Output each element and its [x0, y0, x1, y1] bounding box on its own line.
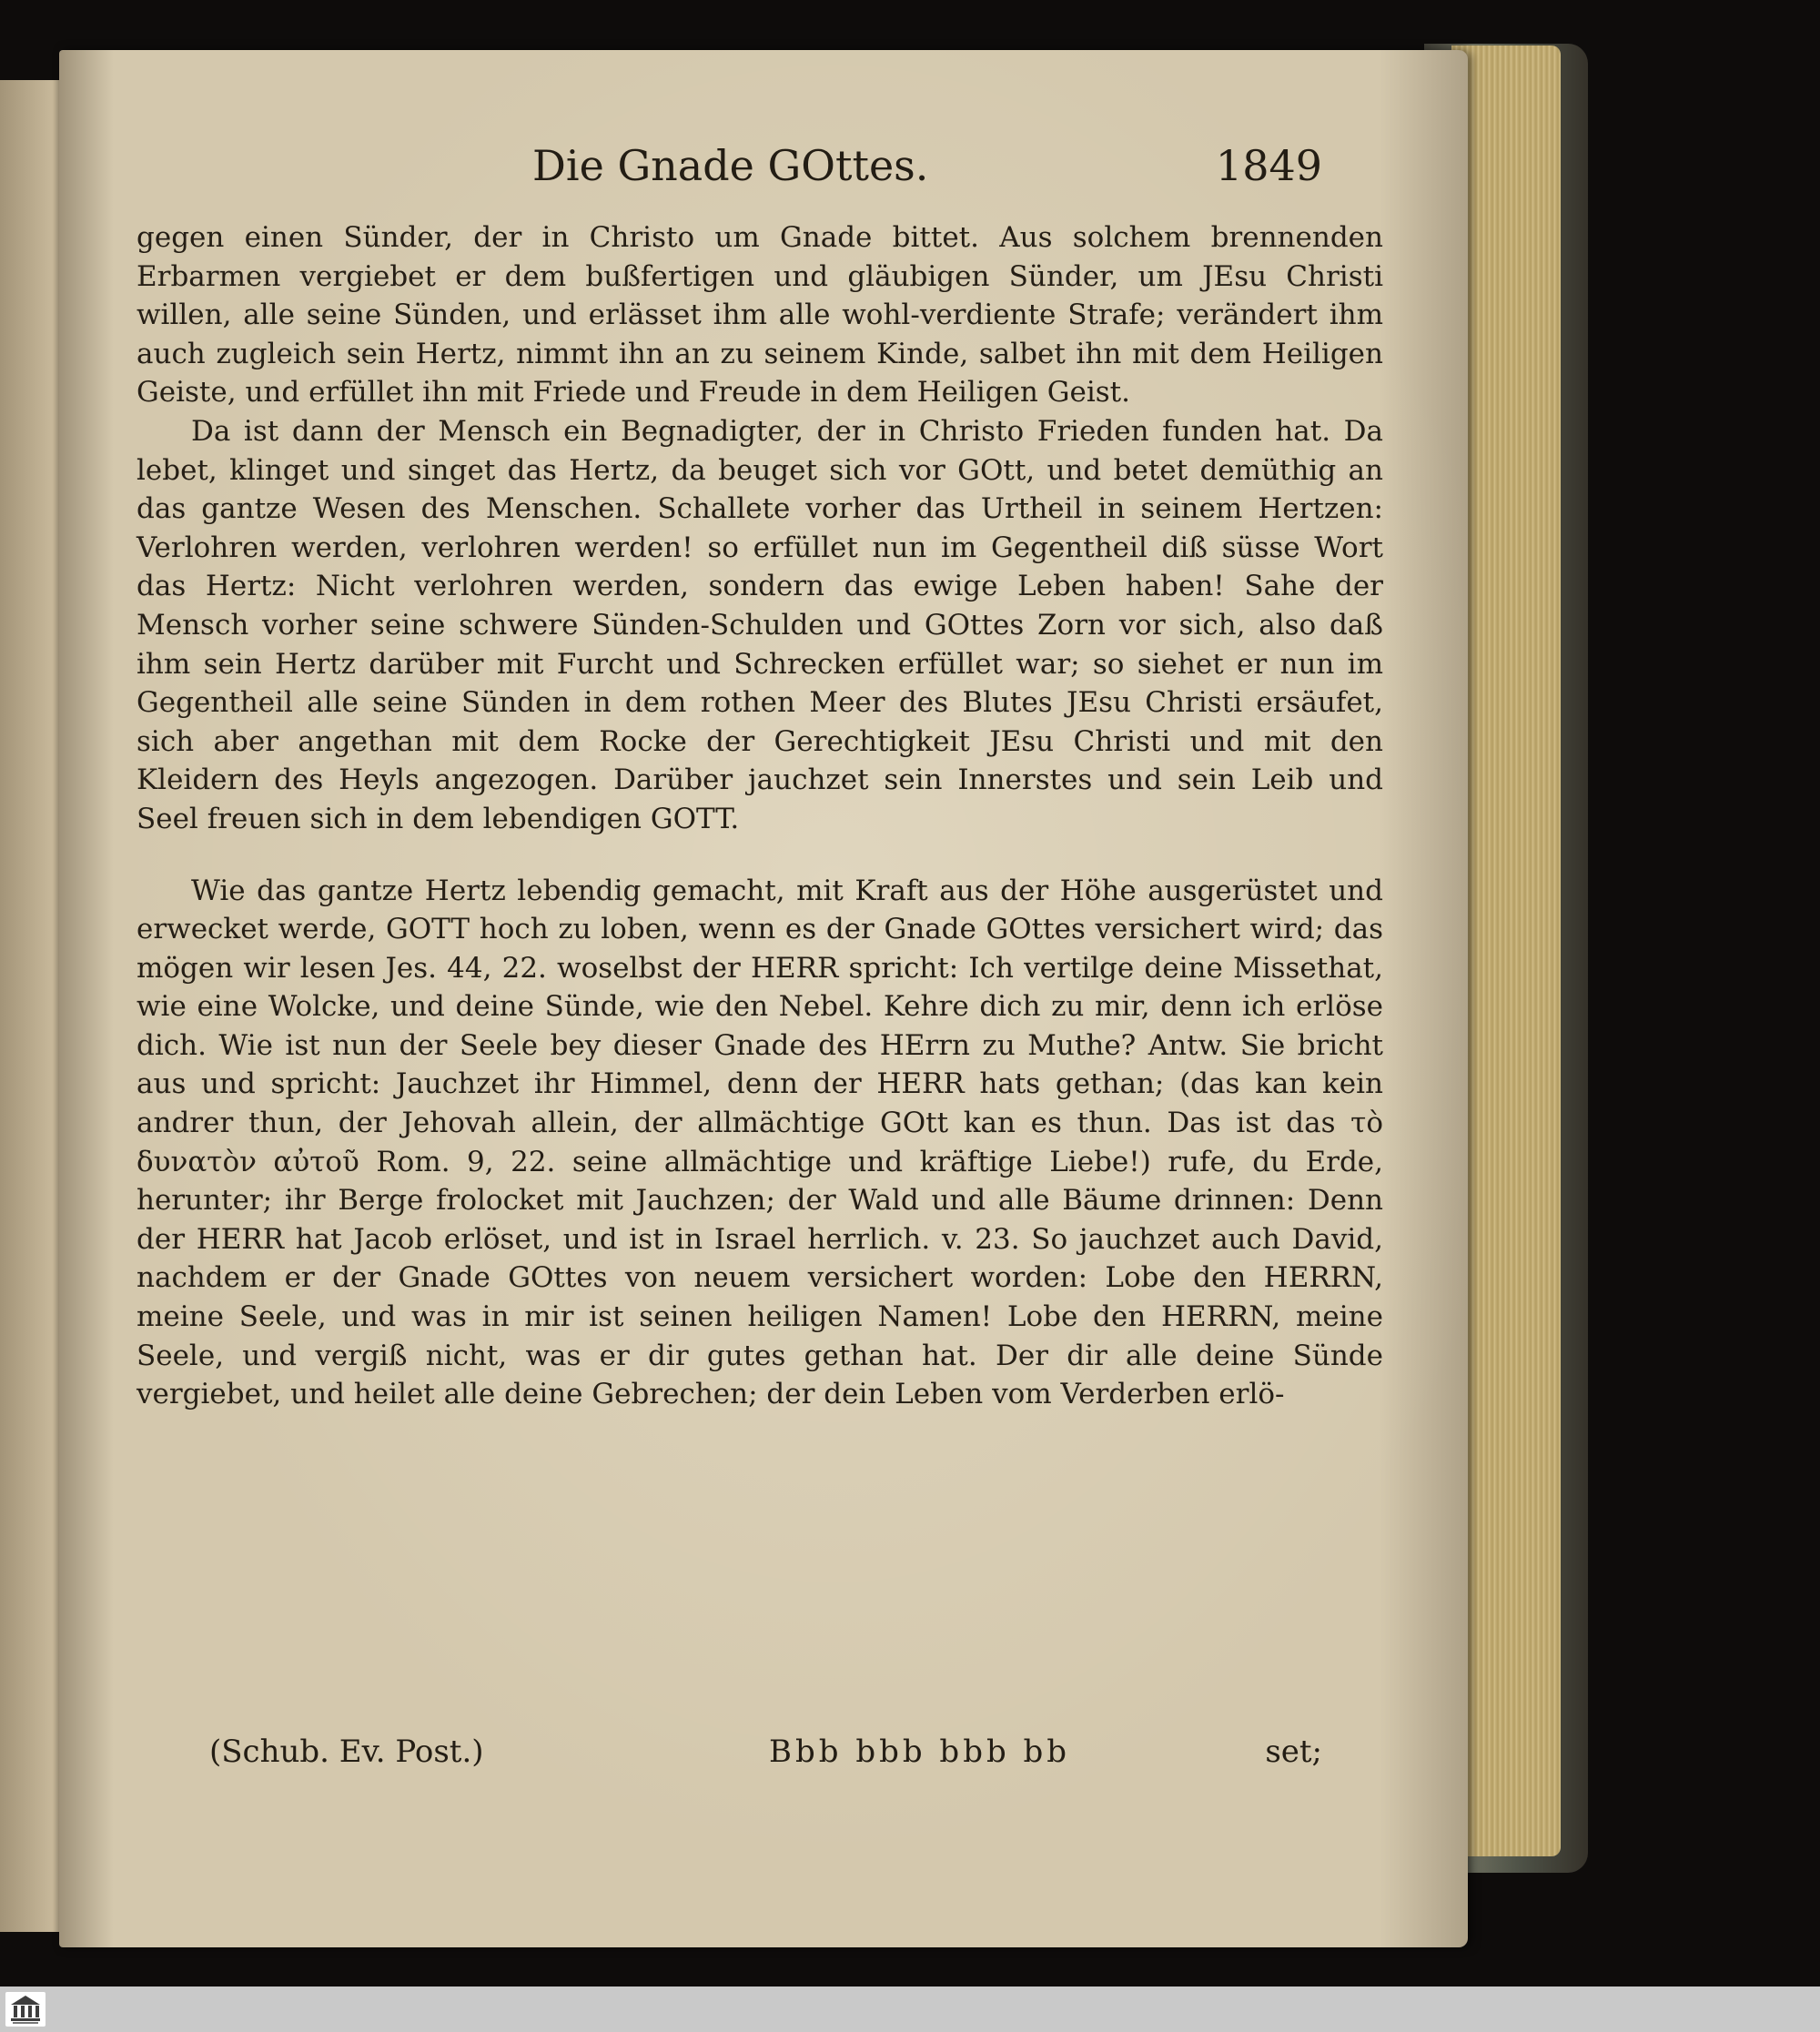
signature-mark: Bbb bbb bbb bb — [769, 1734, 1071, 1770]
page-footer — [59, 1734, 1468, 1779]
viewer-bottom-bar — [0, 1987, 1820, 2032]
left-page-edge — [0, 80, 66, 1932]
page-edges — [1451, 45, 1561, 1856]
page-number: 1849 — [1215, 141, 1322, 190]
building-icon — [5, 1992, 46, 2027]
paragraph-3: Wie das gantze Hertz lebendig gemacht, mit Kraft aus der Höhe ausgerüstet und erwecket werde, GOTT hoch zu loben, wenn es der Gnade GOttes versichert wird; das mögen wir lesen Jes. 44, 22. woselbst der HERR spricht: Ich vertilge deine Missethat, wie eine Wolcke, und deine Sünde, wie den Nebel. Kehre dich zu mir, denn ich erlöse dich. Wie ist nun der Seele bey dieser Gnade des HErrn zu Muthe? Antw. Sie bricht aus und spricht: Jauchzet ihr Himmel, denn der HERR hats gethan; (das kan kein andrer thun, der Jehovah allein, der allmächtige GOtt kan es thun. Das ist das τὸ δυνατὸν αὐτοῦ Rom. 9, 22. seine allmächtige und kräftige Liebe!) rufe, du Erde, herunter; ihr Berge frolocket mit Jauchzen; der Wald und alle Bäume drinnen: Denn der HERR hat Jacob erlöset, und ist in Israel herrlich. v. 23. So jauchzet auch David, nachdem er der Gnade GOttes von neuem versichert worden: Lobe den HERRN, meine Seele, und was in mir ist seinen heiligen Namen! Lobe den HERRN, meine Seele, und vergiß nicht, was er dir gutes gethan hat. Der dir alle deine Sünde vergiebet, und heilet alle deine Gebrechen; der dein Leben vom Verderben erlö- — [136, 874, 1383, 1411]
paragraph-1: gegen einen Sünder, der in Christo um Gnade bittet. Aus solchem brennenden Erbarmen vergiebet er dem bußfertigen und gläubigen Sünder, um JEsu Christi willen, alle seine Sünden, und erlässet ihm alle wohl-verdiente Strafe; verändert ihm auch zugleich sein Hertz, nimmt ihn an zu seinem Kinde, salbet ihn mit dem Heiligen Geiste, und erfüllet ihn mit Friede und Freude in dem Heiligen Geist. — [136, 221, 1383, 409]
page-header — [59, 141, 1468, 214]
paragraph-2: Da ist dann der Mensch ein Begnadigter, der in Christo Frieden funden hat. Da lebet, klinget und singet das Hertz, da beuget sich vor GOtt, und betet demüthig an das gantze Wesen des Menschen. Schallete vorher das Urtheil in seinem Hertzen: Verlohren werden, verlohren werden! so erfüllet nun im Gegentheil diß süsse Wort das Hertz: Nicht verlohren werden, sondern das ewige Leben haben! Sahe der Mensch vorher seine schwere Sünden-Schulden und GOttes Zorn vor sich, also daß ihm sein Hertz darüber mit Furcht und Schrecken erfüllet war; so siehet er nun im Gegentheil alle seine Sünden in dem rothen Meer des Blutes JEsu Christi ersäufet, sich aber angethan mit dem Rocke der Gerechtigkeit JEsu Christi und mit den Kleidern des Heyls angezogen. Darüber jauchzet sein Innerstes und sein Leib und Seel freuen sich in dem lebendigen GOTT. — [136, 414, 1383, 835]
source-note: (Schub. Ev. Post.) — [209, 1734, 484, 1770]
book-page — [59, 50, 1468, 1947]
catchword: set; — [1265, 1734, 1322, 1770]
page-body — [136, 218, 1383, 1414]
running-head: Die Gnade GOttes. — [532, 141, 929, 190]
